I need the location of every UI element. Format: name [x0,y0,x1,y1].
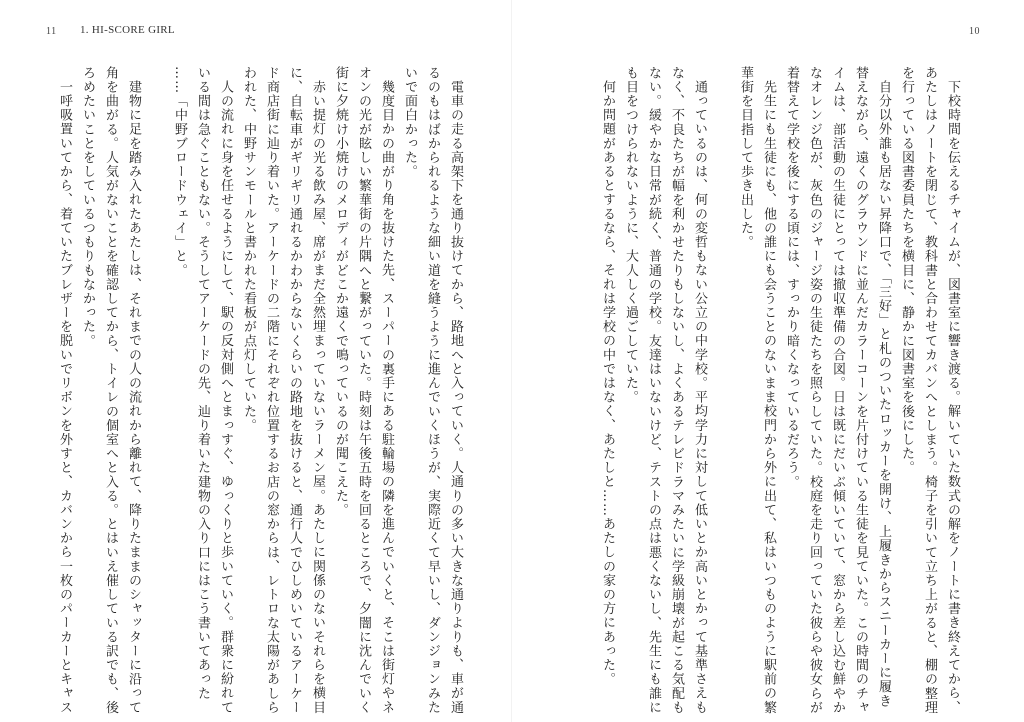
text-column: ……「中野ブロードウェイ」と。 [172,66,187,278]
text-column: ド商店街に辿り着いた。アーケードの二階にそれぞれ位置するお店の窓からは、レトロな太陽があしら [264,66,279,715]
text-column: 建物に足を踏み入れたあたしは、それまでの人の流れから離れて、降りたままのシャッターに沿って [126,80,141,715]
text-column: いで面白かった。 [402,66,417,179]
text-column: あたしはノートを閉じて、教科書と合わせてカバンへとしまう。椅子を引いて立ち上がると、棚の整理 [922,66,937,715]
text-column: 自分以外誰も居ない昇降口で、「三好」と札のついたロッカーを開け、上履きからスニーカーに履き [876,80,891,708]
page-number: 10 [969,26,980,37]
text-column: イムは、部活動の生徒にとっては撤収準備の合図。日は既にだいぶ傾いていて、窓から差し込む鮮やか [830,66,845,715]
text-column: 街に夕焼け小焼けのメロディがどこか遠くで鳴っているのが聞こえた。 [333,66,348,518]
page-number: 11 [46,26,57,37]
text-column: に、自転車がギリギリ通れるかわからないくらいの路地を抜けると、通行人でひしめいているアーケー [287,66,302,715]
text-column: 角を曲がる。人気がないことを確認してから、トイレの個室へと入る。とはいえ催している訳でも、後 [103,66,118,715]
text-column: 一呼吸置いてから、着ていたブレザーを脱いでリボンを外すと、カバンから一枚のパーカーとキャス [57,80,72,715]
text-column: 華街を目指して歩き出した。 [738,66,753,250]
text-column: いる間は急ぐこともない。そうしてアーケードの先、辿り着いた建物の入り口にはこう書いてあった [195,66,210,701]
text-column: 下校時間を伝えるチャイムが、図書室に響き渡る。解いていた数式の解をノートに書き終えてから、 [945,80,960,715]
text-column: 通っているのは、何の変哲もない公立の中学校。平均学力に対して低いとか高いとかって基準さえも [692,80,707,715]
running-head: 1. HI-SCORE GIRL [80,24,175,36]
text-column: 先生にも生徒にも、他の誰にも会うことのないまま校門から外に出て、私はいつものように駅前の繁 [761,80,776,715]
text-column: なく、不良たちが幅を利かせたりもしないし、よくあるテレビドラマみたいに学級崩壊が起こる気配も [669,66,684,715]
text-column: も目をつけられないように、大人しく過ごしていた。 [623,66,638,405]
text-column: 何か問題があるとするなら、それは学校の中ではなく、あたしと……あたしの家の方にあった。 [600,80,615,687]
text-column: 赤い提灯の光る飲み屋、席がまだ全然埋まっていないラーメン屋。あたしに関係のないそれらを横目 [310,80,325,715]
text-column: 人の流れに身を任せるようにして、駅の反対側へとまっすぐ、ゆっくりと歩いていく。群衆に紛れて [218,80,233,715]
text-column [711,66,734,696]
text-column: 替えながら、遠くのグラウンドに並んだカラーコーンを片付けている生徒を見ていた。この時間のチャ [853,66,868,715]
text-column: われた、中野サンモールと書かれた看板が点灯していた。 [241,66,256,433]
text-column: ろめたいことをしているつもりもなかった。 [80,66,95,348]
text-column: を行っている図書委員たちを横目に、静かに図書室を後にした。 [899,66,914,475]
text-column: るのもはばかられるような細い道を縫うように進んでいくほうが、実際近くて早いし、ダンジョンみた [425,66,440,715]
text-column [145,66,168,696]
text-column: なオレンジ色が、灰色のジャージ姿の生徒たちを照らしていた。校庭を走り回っていた彼らや彼女らが [807,66,822,715]
right-page [512,0,1024,722]
body-text [53,66,467,715]
text-column: オンの光が眩しい繁華街の片隅へと繋がっていた。時刻は午後五時を回るところで、夕闇に沈んでいく [356,66,371,715]
text-column: ない。緩やかな日常が続く、普通の学校。友達はいないけど、テストの点は悪くないし、先生にも誰に [646,66,661,715]
text-column: 幾度目かの曲がり角を抜けた先、スーパーの裏手にある駐輪場の隣を進んでいくと、そこは街灯やネ [379,80,394,715]
body-text [596,66,964,715]
text-column: 電車の走る高架下を通り抜けてから、路地へと入っていく。人通りの多い大きな通りよりも、車が通 [448,80,463,715]
text-column: 着替えて学校を後にする頃には、すっかり暗くなっているだろう。 [784,66,799,489]
